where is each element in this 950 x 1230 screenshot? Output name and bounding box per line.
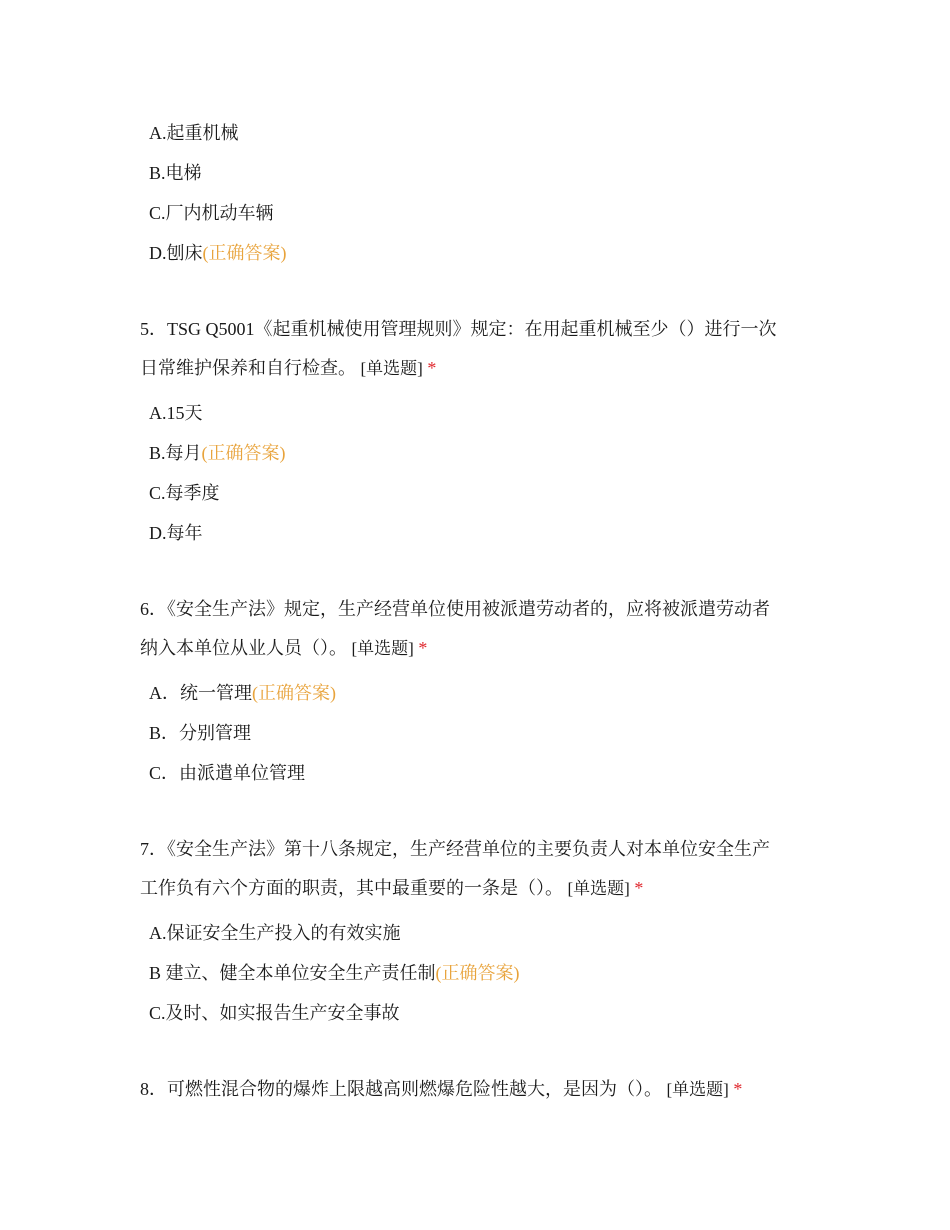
required-mark: * xyxy=(634,878,644,898)
option-d xyxy=(149,521,203,545)
question-text: 8．可燃性混合物的爆炸上限越高则燃爆危险性越大，是因为（）。 xyxy=(140,1079,662,1099)
option-text: D.刨床 xyxy=(149,243,203,263)
option-text: B.每月 xyxy=(149,443,202,463)
option-text: D.每年 xyxy=(149,523,203,543)
question-8 xyxy=(140,1070,820,1109)
required-mark: * xyxy=(733,1079,743,1099)
option-text: A.起重机械 xyxy=(149,123,239,143)
option-text: A.保证安全生产投入的有效实施 xyxy=(149,923,401,943)
option-b xyxy=(149,961,520,985)
required-mark: * xyxy=(427,358,437,378)
correct-answer-marker: (正确答案) xyxy=(201,443,286,463)
question-type-label: [单选题] xyxy=(666,1080,729,1099)
option-text: C．由派遣单位管理 xyxy=(149,763,306,783)
option-c xyxy=(149,761,305,785)
option-text: B.电梯 xyxy=(149,163,202,183)
option-b xyxy=(149,161,202,185)
option-c xyxy=(149,1001,400,1025)
option-text: C.及时、如实报告生产安全事故 xyxy=(149,1003,400,1023)
question-text: 日常维护保养和自行检查。 xyxy=(140,358,356,378)
option-a xyxy=(149,401,203,425)
question-6 xyxy=(140,590,820,668)
question-type-label: [单选题] xyxy=(360,359,423,378)
option-text: B．分别管理 xyxy=(149,723,252,743)
correct-answer-marker: (正确答案) xyxy=(435,963,520,983)
correct-answer-marker: (正确答案) xyxy=(252,683,336,703)
option-text: C.厂内机动车辆 xyxy=(149,203,274,223)
required-mark: * xyxy=(418,638,428,658)
question-5 xyxy=(140,310,820,388)
question-text: 工作负有六个方面的职责，其中最重要的一条是（）。 xyxy=(140,878,563,898)
option-a xyxy=(149,121,239,145)
question-text-line xyxy=(140,869,820,908)
option-c xyxy=(149,201,274,225)
question-7 xyxy=(140,830,820,908)
option-a xyxy=(149,921,401,945)
question-type-label: [单选题] xyxy=(351,639,414,658)
option-b xyxy=(149,721,251,745)
option-text: B 建立、健全本单位安全生产责任制 xyxy=(149,963,436,983)
option-a xyxy=(149,681,336,705)
question-text-line: 5．TSG Q5001《起重机械使用管理规则》规定：在用起重机械至少（）进行一次 xyxy=(140,319,777,339)
option-b xyxy=(149,441,286,465)
correct-answer-marker: (正确答案) xyxy=(202,243,287,263)
question-text-line: 7．《安全生产法》第十八条规定，生产经营单位的主要负责人对本单位安全生产 xyxy=(140,839,770,859)
question-text-line xyxy=(140,349,820,388)
question-text-line: 6．《安全生产法》规定，生产经营单位使用被派遣劳动者的，应将被派遣劳动者 xyxy=(140,599,770,619)
question-text-line xyxy=(140,629,820,668)
option-c xyxy=(149,481,220,505)
option-text: C.每季度 xyxy=(149,483,220,503)
option-text: A.15天 xyxy=(149,403,203,423)
option-text: A．统一管理 xyxy=(149,683,252,703)
question-text: 纳入本单位从业人员（）。 xyxy=(140,638,347,658)
question-text-line xyxy=(140,1070,820,1109)
option-d xyxy=(149,241,287,265)
question-type-label: [单选题] xyxy=(567,879,630,898)
